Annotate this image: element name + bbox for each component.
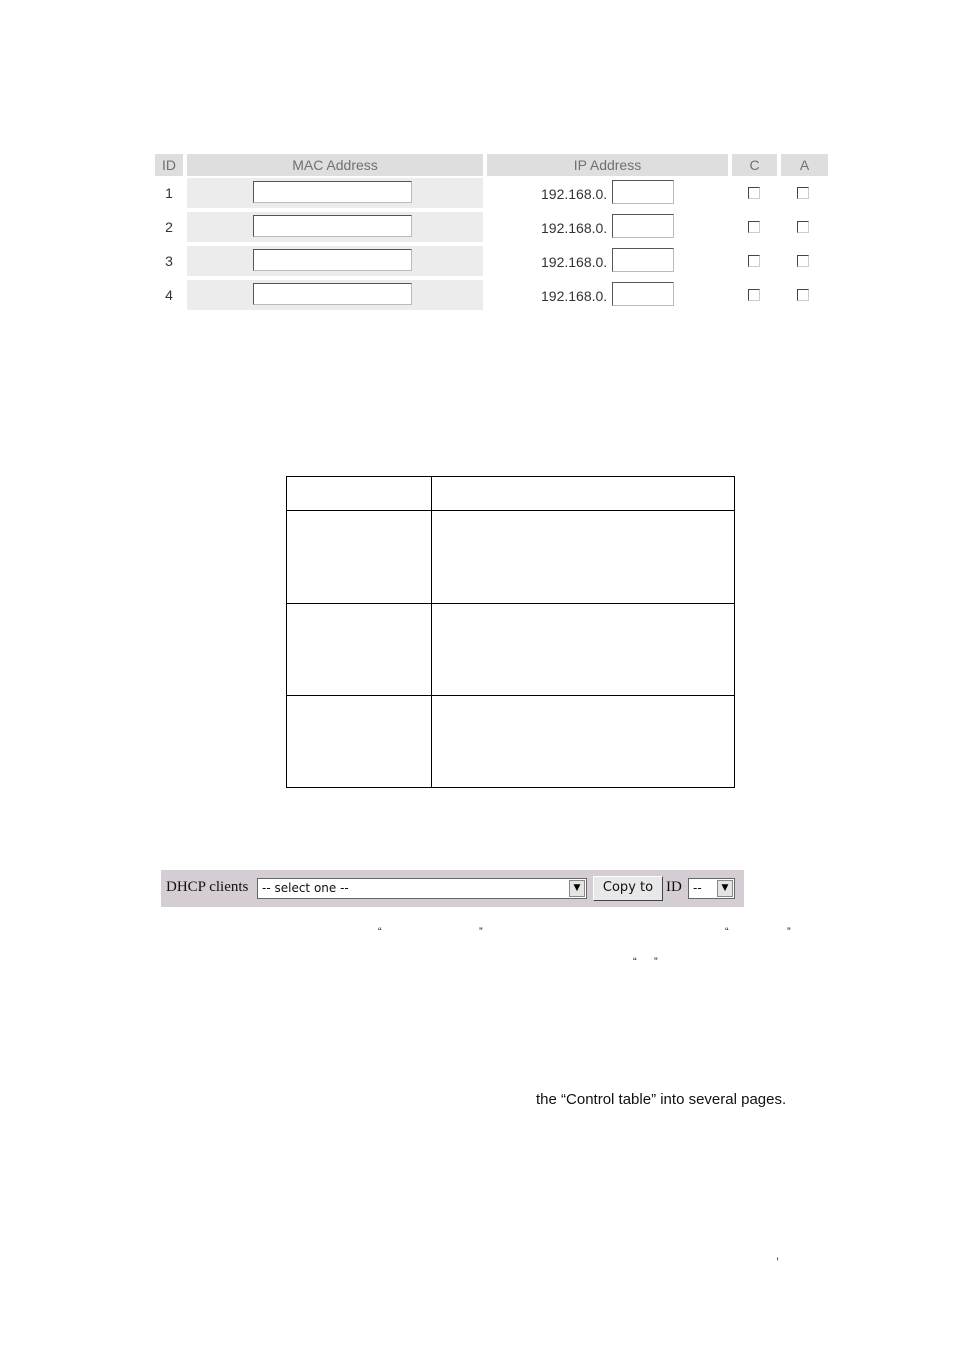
- id-select-value: --: [693, 881, 702, 895]
- mac-cell: [187, 280, 483, 310]
- body-text: the “Control table” into several pages.: [536, 1091, 787, 1108]
- row-divider: [287, 695, 734, 696]
- quote-mark: “: [378, 926, 382, 938]
- dhcp-clients-label: DHCP clients: [166, 879, 249, 895]
- quote-mark: “: [725, 926, 729, 938]
- chevron-down-icon[interactable]: ▼: [569, 880, 585, 897]
- comma-mark: ,: [776, 1250, 780, 1262]
- a-checkbox[interactable]: [797, 289, 809, 301]
- c-checkbox[interactable]: [748, 255, 760, 267]
- header-ip-address: IP Address: [487, 154, 728, 176]
- ip-prefix: 192.168.0.: [541, 254, 608, 270]
- mac-address-input[interactable]: [253, 283, 412, 305]
- header-a: A: [781, 154, 828, 176]
- dhcp-clients-bar: [161, 870, 744, 907]
- mac-address-input[interactable]: [253, 249, 412, 271]
- row-id: 4: [165, 287, 173, 303]
- chevron-down-icon[interactable]: ▼: [717, 880, 733, 897]
- mac-address-input[interactable]: [253, 181, 412, 203]
- ip-prefix: 192.168.0.: [541, 186, 608, 202]
- mac-cell: [187, 178, 483, 208]
- a-checkbox[interactable]: [797, 221, 809, 233]
- table-row: [155, 278, 828, 312]
- quote-mark: ”: [654, 956, 658, 968]
- ip-prefix: 192.168.0.: [541, 220, 608, 236]
- dhcp-clients-select-value: -- select one --: [262, 881, 349, 895]
- row-divider: [287, 603, 734, 604]
- c-checkbox[interactable]: [748, 221, 760, 233]
- description-table: [286, 476, 735, 788]
- dhcp-clients-select[interactable]: [257, 878, 587, 899]
- quote-mark: ”: [479, 926, 483, 938]
- a-checkbox[interactable]: [797, 255, 809, 267]
- row-id: 2: [165, 219, 173, 235]
- mac-cell: [187, 246, 483, 276]
- control-table: [155, 154, 828, 312]
- table-row: [155, 244, 828, 278]
- a-checkbox[interactable]: [797, 187, 809, 199]
- copy-to-button[interactable]: Copy to: [593, 876, 663, 901]
- row-id: 1: [165, 185, 173, 201]
- mac-cell: [187, 212, 483, 242]
- row-id: 3: [165, 253, 173, 269]
- control-table-header: [155, 154, 828, 176]
- ip-last-octet-input[interactable]: [612, 282, 674, 306]
- header-id: ID: [155, 154, 183, 176]
- c-checkbox[interactable]: [748, 187, 760, 199]
- column-divider: [431, 477, 432, 787]
- ip-last-octet-input[interactable]: [612, 180, 674, 204]
- header-c: C: [732, 154, 777, 176]
- ip-last-octet-input[interactable]: [612, 214, 674, 238]
- c-checkbox[interactable]: [748, 289, 760, 301]
- mac-address-input[interactable]: [253, 215, 412, 237]
- id-select[interactable]: [688, 878, 735, 899]
- id-label: ID: [666, 879, 682, 895]
- ip-last-octet-input[interactable]: [612, 248, 674, 272]
- table-row: [155, 210, 828, 244]
- row-divider: [287, 510, 734, 511]
- table-row: [155, 176, 828, 210]
- quote-mark: “: [633, 956, 637, 968]
- quote-mark: ”: [787, 926, 791, 938]
- ip-prefix: 192.168.0.: [541, 288, 608, 304]
- header-mac-address: MAC Address: [187, 154, 483, 176]
